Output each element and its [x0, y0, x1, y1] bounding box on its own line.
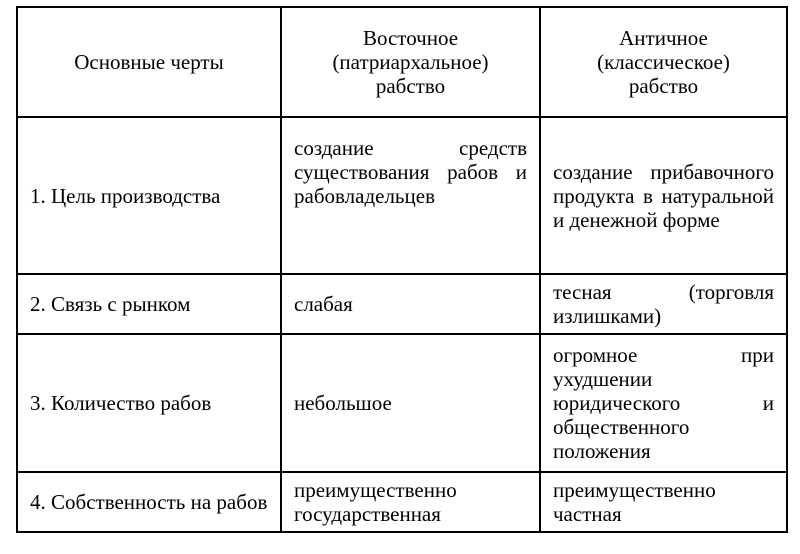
feature-cell: 4. Собственность на рабов — [17, 472, 281, 532]
slavery-comparison-table — [16, 6, 788, 533]
header-eastern — [281, 7, 540, 117]
feature-cell: 2. Связь с рынком — [17, 274, 281, 334]
header-row — [17, 7, 787, 117]
feature-cell: 3. Количество рабов — [17, 334, 281, 472]
eastern-cell: преимущественно государственная — [281, 472, 540, 532]
antique-cell: создание прибавочного продукта в натуральной и денежной форме — [540, 117, 787, 274]
header-eastern-line-3: рабство — [375, 74, 446, 98]
header-antique — [540, 7, 787, 117]
header-features — [17, 7, 281, 117]
header-eastern-line-2: (патриархальное) — [332, 50, 489, 74]
eastern-cell: слабая — [281, 274, 540, 334]
table-row — [17, 274, 787, 334]
header-antique-line-3: рабство — [628, 74, 699, 98]
eastern-cell: небольшое — [281, 334, 540, 472]
table-row — [17, 334, 787, 472]
header-eastern-line-1: Восточное — [362, 26, 459, 50]
header-features-label: Основные черты — [74, 50, 224, 74]
antique-cell: тесная (торговля излишками) — [540, 274, 787, 334]
antique-cell: преимущественно частная — [540, 472, 787, 532]
table-row — [17, 472, 787, 532]
header-antique-line-2: (классическое) — [597, 50, 730, 74]
antique-cell: огромное при ухудшении юридического и общественного положения — [540, 334, 787, 472]
feature-cell: 1. Цель производства — [17, 117, 281, 274]
table-row — [17, 117, 787, 274]
eastern-cell: создание средств существования рабов и рабовладельцев — [281, 117, 540, 274]
header-antique-line-1: Античное — [619, 26, 708, 50]
